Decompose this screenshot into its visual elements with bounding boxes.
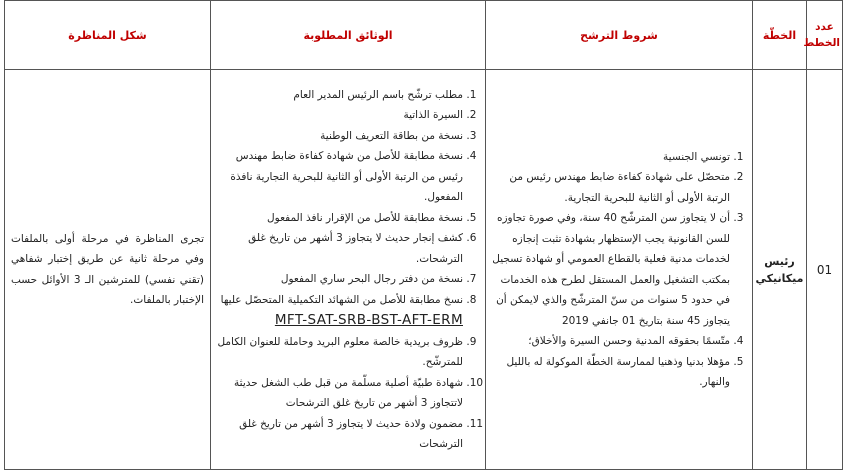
row-plan: رئيس ميكانيكي bbox=[753, 70, 807, 470]
row-conditions bbox=[486, 70, 753, 470]
document-item: 5. نسخة مطابقة للأصل من الإقرار نافذ المفعول bbox=[217, 208, 463, 229]
row-documents bbox=[211, 70, 486, 470]
document-item: 4. نسخة مطابقة للأصل من شهادة كفاءة ضابط مهندس رئيس من الرتبة الأولى أو الثانية للبحرية التجارية نافذة المفعول. bbox=[217, 146, 463, 208]
header-conditions: شروط الترشح bbox=[486, 1, 753, 70]
documents-list bbox=[217, 85, 479, 455]
document-item: 10. شهادة طبيّة أصلية مسلّمة من قبل طب الشغل حديثة لاتتجاوز 3 أشهر من تاريخ غلق الترشحات bbox=[217, 373, 463, 414]
row-count: 01 bbox=[807, 70, 843, 470]
document-item: 6. كشف إنجار حديث لا يتجاوز 3 أشهر من تاريخ غلق الترشحات. bbox=[217, 228, 463, 269]
document-item: 1. مطلب ترشّح باسم الرئيس المدير العام bbox=[217, 85, 463, 106]
header-documents: الوثائق المطلوبة bbox=[211, 1, 486, 70]
document-item: 2. السيرة الذاتية bbox=[217, 105, 463, 126]
document-item: 7. نسخة من دفتر رجال البحر ساري المفعول bbox=[217, 269, 463, 290]
condition-item: 2. متحصّل على شهادة كفاءة ضابط مهندس رئيس من الرتبة الأولى أو الثانية للبحرية التجارية. bbox=[492, 167, 730, 208]
condition-item: 1. تونسي الجنسية bbox=[492, 147, 730, 168]
table-row bbox=[5, 70, 843, 470]
header-row bbox=[5, 1, 843, 70]
header-count: عدد الخطط bbox=[807, 1, 843, 70]
document-item: 3. نسخة من بطاقة التعريف الوطنية bbox=[217, 126, 463, 147]
document-item: 9. ظروف بريدية خالصة معلوم البريد وحاملة للعنوان الكامل للمترشّح. bbox=[217, 332, 463, 373]
document-item bbox=[217, 290, 463, 332]
document-item: 11. مضمون ولادة حديث لا يتجاوز 3 أشهر من تاريخ غلق الترشحات bbox=[217, 414, 463, 455]
conditions-list bbox=[492, 147, 746, 393]
condition-item: 4. متّسمًا بحقوقه المدنية وحسن السيرة والأخلاق؛ bbox=[492, 331, 730, 352]
condition-item: 3. أن لا يتجاوز سن المترشّح 40 سنة، وفي صورة تجاوزه للسن القانونية يجب الإستظهار بشهادة تثبت إنجازه لخدمات مدنية فعلية بالقطاع العمومي أو شهادة تسجيل بمكتب التشغيل والعمل المستقل لطرح هذه الخدمات في حدود 5 سنوات من سنّ المترشّح والذي لايمكن أن يتجاوز 45 سنة بتاريخ 01 جانفي 2019 bbox=[492, 208, 730, 331]
header-competition-form: شكل المناظرة bbox=[5, 1, 211, 70]
header-plan: الخطّة bbox=[753, 1, 807, 70]
recruitment-table bbox=[4, 0, 843, 470]
document-item-text: نسخ مطابقة للأصل من الشهائد التكميلية المتحصّل عليها bbox=[220, 293, 463, 306]
certificate-codes: MFT-SAT-SRB-BST-AFT-ERM bbox=[274, 312, 463, 328]
row-competition-form: تجرى المناظرة في مرحلة أولى بالملفات وفي مرحلة ثانية عن طريق إختبار شفاهي (تقني نفسي) للمترشين الـ 3 الأوائل حسب الإختبار بالملفات. bbox=[5, 70, 211, 470]
condition-item: 5. مؤهلا بدنيا وذهنيا لممارسة الخطّة الموكولة له بالليل والنهار. bbox=[492, 352, 730, 393]
